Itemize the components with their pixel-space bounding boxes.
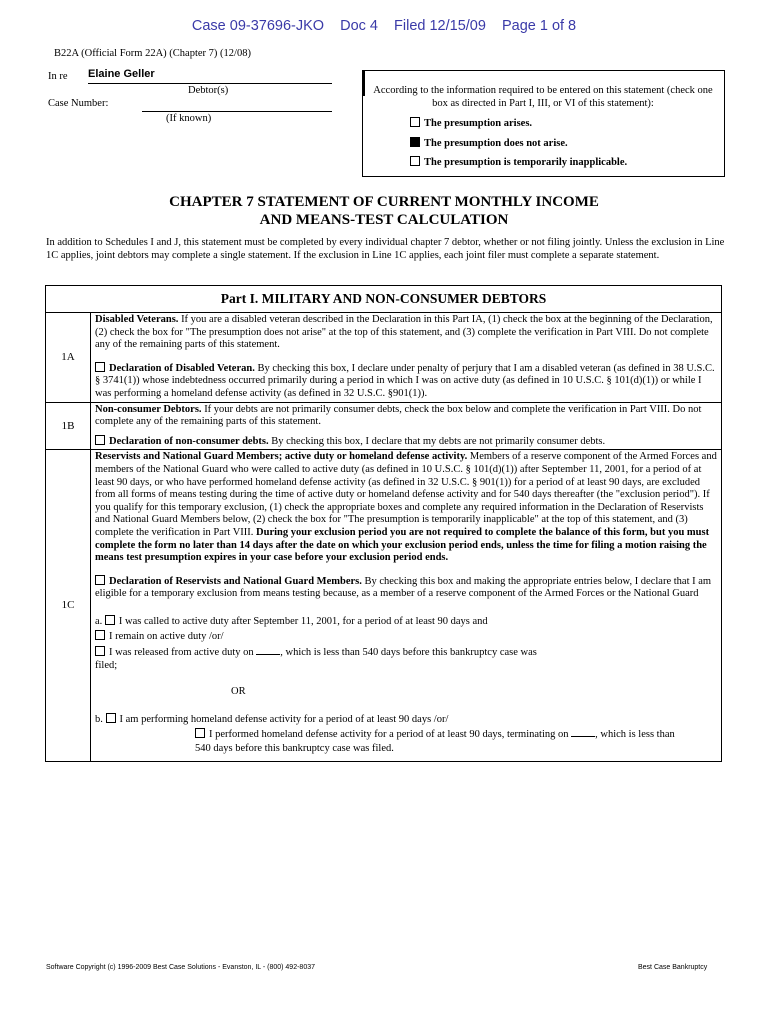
title-line-2: AND MEANS-TEST CALCULATION	[259, 212, 509, 228]
checked-checkbox-icon[interactable]	[410, 137, 420, 147]
declaration-heading: Declaration of non-consumer debts.	[109, 435, 269, 447]
non-consumer-checkbox[interactable]	[95, 435, 105, 445]
item-b-option: I performed homeland defense activity for a period of at least 90 days, terminating on	[209, 729, 569, 741]
termination-date-field[interactable]	[571, 736, 595, 737]
item-a-text: I was called to active duty after September 11, 2001, for a period of at least 90 days and	[118, 615, 488, 627]
row-1a-content	[91, 313, 722, 403]
option-label: The presumption arises.	[424, 118, 533, 129]
item-b-prefix: b.	[95, 713, 103, 725]
filed-date-stamp: Filed 12/15/09	[394, 18, 486, 34]
presumption-does-not-arise-option[interactable]	[410, 137, 568, 149]
declaration-text: By checking this box and making the appropriate entries below, I declare that I am eligible for a temporary exclusion from means testing because, as a member of a reserve component of the Armed Forces or the National Guard	[95, 575, 712, 600]
presumption-box-accent	[362, 70, 365, 96]
declaration-text: By checking this box, I declare that my debts are not primarily consumer debts.	[268, 435, 606, 447]
row-1c-content	[91, 450, 722, 761]
presumption-intro: According to the information required to be entered on this statement (check one box as directed in Part I, III, or VI of this statement):	[373, 85, 713, 109]
presumption-arises-option[interactable]	[410, 117, 532, 129]
item-b-option-end: 540 days before this bankruptcy case was filed.	[195, 743, 394, 755]
section-heading: Reservists and National Guard Members; active duty or homeland defense activity.	[95, 451, 468, 463]
part1-table	[45, 285, 722, 762]
checkbox-icon[interactable]	[410, 156, 420, 166]
court-stamp-header	[0, 18, 768, 34]
case-number-label: Case Number:	[48, 98, 109, 109]
disabled-veteran-checkbox[interactable]	[95, 362, 105, 372]
declaration-heading: Declaration of Disabled Veteran.	[109, 362, 255, 374]
page-count-stamp: Page 1 of 8	[501, 18, 577, 34]
release-date-field[interactable]	[256, 654, 280, 655]
case-number-field[interactable]	[142, 98, 332, 112]
statement-title	[0, 193, 768, 229]
case-number-stamp: Case 09-37696-JKO	[191, 18, 325, 34]
section-text: Members of a reserve component of the Armed Forces and members of the National Guard who were called to active duty (as defined in 10 U.S.C. § 101(d)(1)) after September 11, 2001, for a period of at least 90 days, or who have performed homeland defense activity (as defined in 32 U.S.C. § 901(1)) for a period of at least 90 days, are excluded from all forms of means testing during the time of active duty or homeland defense activity and for 540 days thereafter (the "exclusion period"). If you qualify for this temporary exclusion, (1) check the appropriate boxes and complete any required information in the Declaration of Reservists and National Guard Members below, (2) check the box for "The presumption is temporarily inapplicable" at the top of this statement, and (3) complete the verification in Part VIII.	[95, 451, 717, 538]
declaration-text: By checking this box, I declare under penalty of perjury that I am a disabled veteran (as defined in 38 U.S.C. § 3741(1)) whose indebtedness occurred primarily during a period in which I was on active duty (as defined in 10 U.S.C. § 101(d)(1)) or while I was performing a homeland defense activity (as defined in 32 U.S.C. §901(1)).	[95, 362, 715, 399]
section-text: If your debts are not primarily consumer debts, check the box below and complete the verification in Part VIII. Do not complete any of the remaining parts of this statement.	[95, 403, 702, 428]
row-1a	[46, 313, 722, 403]
item-a-prefix: a.	[95, 615, 103, 627]
checkbox-icon[interactable]	[410, 117, 420, 127]
row-label: 1B	[46, 402, 91, 450]
section-heading: Disabled Veterans.	[95, 314, 179, 325]
performing-homeland-checkbox[interactable]	[106, 713, 116, 723]
row-1c	[46, 450, 722, 761]
section-heading: Non-consumer Debtors.	[95, 403, 202, 415]
presumption-inapplicable-option[interactable]	[410, 156, 627, 168]
debtor-name-field[interactable]: Elaine Geller	[88, 68, 332, 84]
filed-text: filed;	[95, 659, 118, 671]
performed-homeland-checkbox[interactable]	[195, 728, 205, 738]
option-label: The presumption does not arise.	[424, 138, 568, 149]
row-1b-content	[91, 402, 722, 450]
footer-brand: Best Case Bankruptcy	[638, 964, 708, 971]
item-a-option-2-suffix: , which is less than 540 days before this bankruptcy case was	[280, 647, 537, 659]
item-a-option-1: I remain on active duty /or/	[109, 631, 224, 643]
released-active-checkbox[interactable]	[95, 646, 105, 656]
remain-active-checkbox[interactable]	[95, 630, 105, 640]
section-bold-text: During your exclusion period you are not required to complete the balance of this form, but you must complete the form no later than 14 days after the date on which your exclusion period ends, unless the time for filing a motion raising the means test presumption expires in your case before your exclusion period ends.	[95, 526, 710, 564]
row-1b	[46, 402, 722, 450]
software-copyright: Software Copyright (c) 1996-2009 Best Case Solutions - Evanston, IL - (800) 492-8037	[46, 964, 315, 971]
declaration-heading: Declaration of Reservists and National Guard Members.	[109, 575, 362, 587]
title-line-1: CHAPTER 7 STATEMENT OF CURRENT MONTHLY INCOME	[169, 194, 599, 210]
part1-heading: Part I. MILITARY AND NON-CONSUMER DEBTORS	[46, 286, 722, 313]
option-label: The presumption is temporarily inapplicable.	[424, 157, 628, 168]
row-label: 1C	[46, 450, 91, 761]
reservist-checkbox[interactable]	[95, 575, 105, 585]
in-re-label: In re	[48, 71, 68, 82]
section-text: If you are a disabled veteran described in the Declaration in this Part IA, (1) check the box at the beginning of the Declaration, (2) check the box for "The presumption does not arise" at the top of this statement, and (3) complete the verification in Part VIII. Do not complete any of the remaining parts of this statement.	[95, 314, 713, 351]
active-duty-checkbox[interactable]	[105, 615, 115, 625]
or-separator: OR	[231, 686, 246, 698]
item-a-option-2: I was released from active duty on	[109, 647, 254, 659]
intro-paragraph: In addition to Schedules I and J, this statement must be completed by every individual chapter 7 debtor, whether or not filing jointly. Unless the exclusion in Line 1C applies, joint debtors may complete a single statement. If the exclusion in Line 1C applies, each joint filer must complete a separate statement.	[46, 237, 725, 261]
row-label: 1A	[46, 313, 91, 403]
form-identifier: B22A (Official Form 22A) (Chapter 7) (12/08)	[54, 48, 251, 59]
item-b-option-suffix: , which is less than	[595, 729, 675, 741]
debtor-caption: Debtor(s)	[188, 85, 229, 96]
doc-number-stamp: Doc 4	[340, 18, 378, 34]
item-b-text: I am performing homeland defense activity for a period of at least 90 days /or/	[119, 713, 449, 725]
if-known-caption: (If known)	[166, 113, 212, 124]
